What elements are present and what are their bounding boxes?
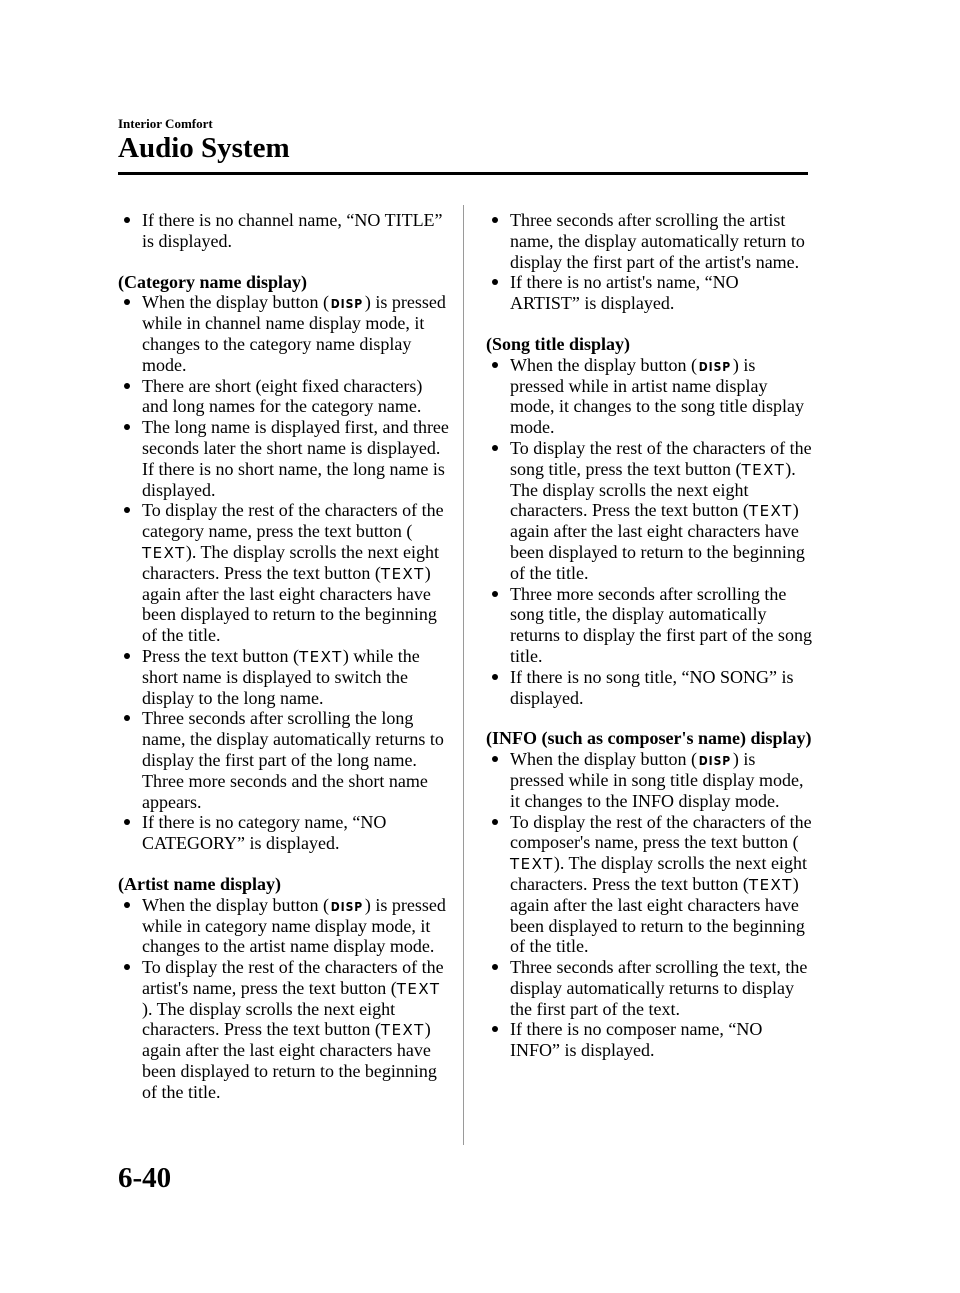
- list-item: [486, 438, 812, 584]
- bullet-icon: [124, 715, 130, 721]
- title-rule: [118, 172, 808, 175]
- disp-button-icon: DISP: [698, 754, 732, 769]
- item-text: ) is pressed while in artist name display mode, it changes to the song title display mode.: [510, 354, 804, 438]
- text-button-icon: TEXT: [380, 564, 425, 583]
- text-button-icon: TEXT: [380, 1021, 425, 1040]
- list-item: [486, 812, 812, 958]
- text-button-icon: TEXT: [396, 979, 441, 998]
- item-text: If there is no category name, “NO CATEGORY” is displayed.: [142, 812, 387, 854]
- text-button-icon: TEXT: [748, 875, 793, 894]
- item-text: There are short (eight fixed characters) and long names for the category name.: [142, 375, 423, 417]
- bullet-icon: [492, 279, 498, 285]
- item-text: ) again after the last eight characters have been displayed to return to the beginning of the title.: [510, 873, 805, 957]
- section-heading-category: (Category name display): [118, 271, 307, 292]
- item-text: ) again after the last eight characters have been displayed to return to the beginning of the title.: [142, 562, 437, 646]
- item-text: Three seconds after scrolling the long name, the display automatically returns to display the first part of the long name. Three more seconds and the short name appears.: [142, 708, 444, 812]
- list-item: [486, 272, 812, 314]
- item-text: When the display button (: [142, 292, 329, 313]
- item-text: To display the rest of the characters of the song title, press the text button (: [510, 437, 812, 479]
- text-button-icon: TEXT: [510, 855, 554, 874]
- bullet-icon: [124, 217, 130, 223]
- bullet-icon: [124, 299, 130, 305]
- item-text: If there is no composer name, “NO INFO” is displayed.: [510, 1019, 763, 1061]
- text-button-icon: TEXT: [748, 502, 793, 521]
- right-column: [486, 210, 812, 1061]
- text-button-icon: TEXT: [741, 460, 786, 479]
- item-text: If there is no song title, “NO SONG” is displayed.: [510, 666, 794, 708]
- item-text: If there is no channel name, “NO TITLE” is displayed.: [142, 210, 443, 251]
- page-title: Audio System: [118, 132, 290, 164]
- list-item: [118, 957, 450, 1103]
- item-text: Press the text button (: [142, 645, 299, 666]
- bullet-icon: [492, 674, 498, 680]
- item-text: When the display button (: [142, 894, 329, 915]
- item-text: ) again after the last eight characters have been displayed to return to the beginning of the title.: [142, 1019, 437, 1102]
- section-heading-artist: (Artist name display): [118, 873, 281, 894]
- bullet-icon: [492, 756, 498, 762]
- list-item: [486, 957, 812, 1019]
- item-text: Three more seconds after scrolling the song title, the display automatically returns to display the first part of the song title.: [510, 583, 812, 666]
- item-text: Three seconds after scrolling the artist name, the display automatically return to display the first part of the artist's name.: [510, 210, 805, 272]
- bullet-icon: [124, 653, 130, 659]
- bullet-icon: [124, 507, 130, 513]
- bullet-icon: [492, 1026, 498, 1032]
- list-item: [118, 292, 450, 375]
- disp-button-icon: DISP: [330, 899, 364, 914]
- list-item: [486, 355, 812, 438]
- disp-button-icon: DISP: [698, 359, 732, 374]
- list-item: [486, 584, 812, 667]
- item-text: ). The display scrolls the next eight characters. Press the text button (: [142, 541, 439, 583]
- text-button-icon: TEXT: [298, 647, 343, 666]
- item-text: When the display button (: [510, 749, 697, 770]
- list-item: [486, 210, 812, 272]
- list-item: [118, 708, 450, 812]
- item-text: To display the rest of the characters of the artist's name, press the text button (: [142, 957, 444, 998]
- list-item: [118, 417, 450, 500]
- section-label: Interior Comfort: [118, 116, 213, 131]
- disp-button-icon: DISP: [330, 297, 364, 312]
- list-item: [486, 667, 812, 709]
- item-text: Three seconds after scrolling the text, the display automatically returns to display the first part of the text.: [510, 957, 808, 1019]
- list-item: [118, 210, 450, 252]
- item-text: If there is no artist's name, “NO ARTIST” is displayed.: [510, 272, 739, 314]
- bullet-icon: [492, 217, 498, 223]
- item-text: ). The display scrolls the next eight characters. Press the text button (: [142, 998, 396, 1040]
- item-text: To display the rest of the characters of the category name, press the text button (: [142, 500, 444, 542]
- bullet-icon: [492, 964, 498, 970]
- item-text: ) is pressed while in category name display mode, it changes to the artist name display mode.: [142, 894, 446, 957]
- list-item: [486, 1019, 812, 1061]
- page-number: 6-40: [118, 1162, 172, 1194]
- bullet-icon: [124, 902, 130, 908]
- item-text: ) is pressed while in song title display mode, it changes to the INFO display mode.: [510, 749, 804, 811]
- list-item: [118, 500, 450, 646]
- bullet-icon: [124, 424, 130, 430]
- left-column: [118, 210, 450, 1103]
- item-text: ) is pressed while in channel name display mode, it changes to the category name display mode.: [142, 292, 446, 375]
- bullet-icon: [492, 819, 498, 825]
- item-text: ). The display scrolls the next eight characters. Press the text button (: [510, 458, 796, 521]
- text-button-icon: TEXT: [142, 543, 186, 562]
- column-divider: [463, 205, 464, 1145]
- bullet-icon: [124, 964, 130, 970]
- list-item: [118, 895, 450, 957]
- list-item: [118, 812, 450, 854]
- item-text: The long name is displayed first, and three seconds later the short name is displayed. If there is no short name, the long name is displayed.: [142, 417, 449, 500]
- item-text: ) while the short name is displayed to switch the display to the long name.: [142, 645, 420, 708]
- bullet-icon: [124, 819, 130, 825]
- list-item: [118, 646, 450, 708]
- bullet-icon: [492, 362, 498, 368]
- item-text: ) again after the last eight characters have been displayed to return to the beginning of the title.: [510, 500, 805, 583]
- list-item: [486, 749, 812, 811]
- item-text: ). The display scrolls the next eight characters. Press the text button (: [510, 853, 807, 894]
- bullet-icon: [124, 383, 130, 389]
- item-text: To display the rest of the characters of the composer's name, press the text button (: [510, 811, 812, 853]
- section-heading-song: (Song title display): [486, 333, 631, 354]
- bullet-icon: [492, 445, 498, 451]
- bullet-icon: [492, 591, 498, 597]
- section-heading-info: (INFO (such as composer's name) display): [486, 728, 812, 749]
- item-text: When the display button (: [510, 354, 697, 375]
- list-item: [118, 376, 450, 418]
